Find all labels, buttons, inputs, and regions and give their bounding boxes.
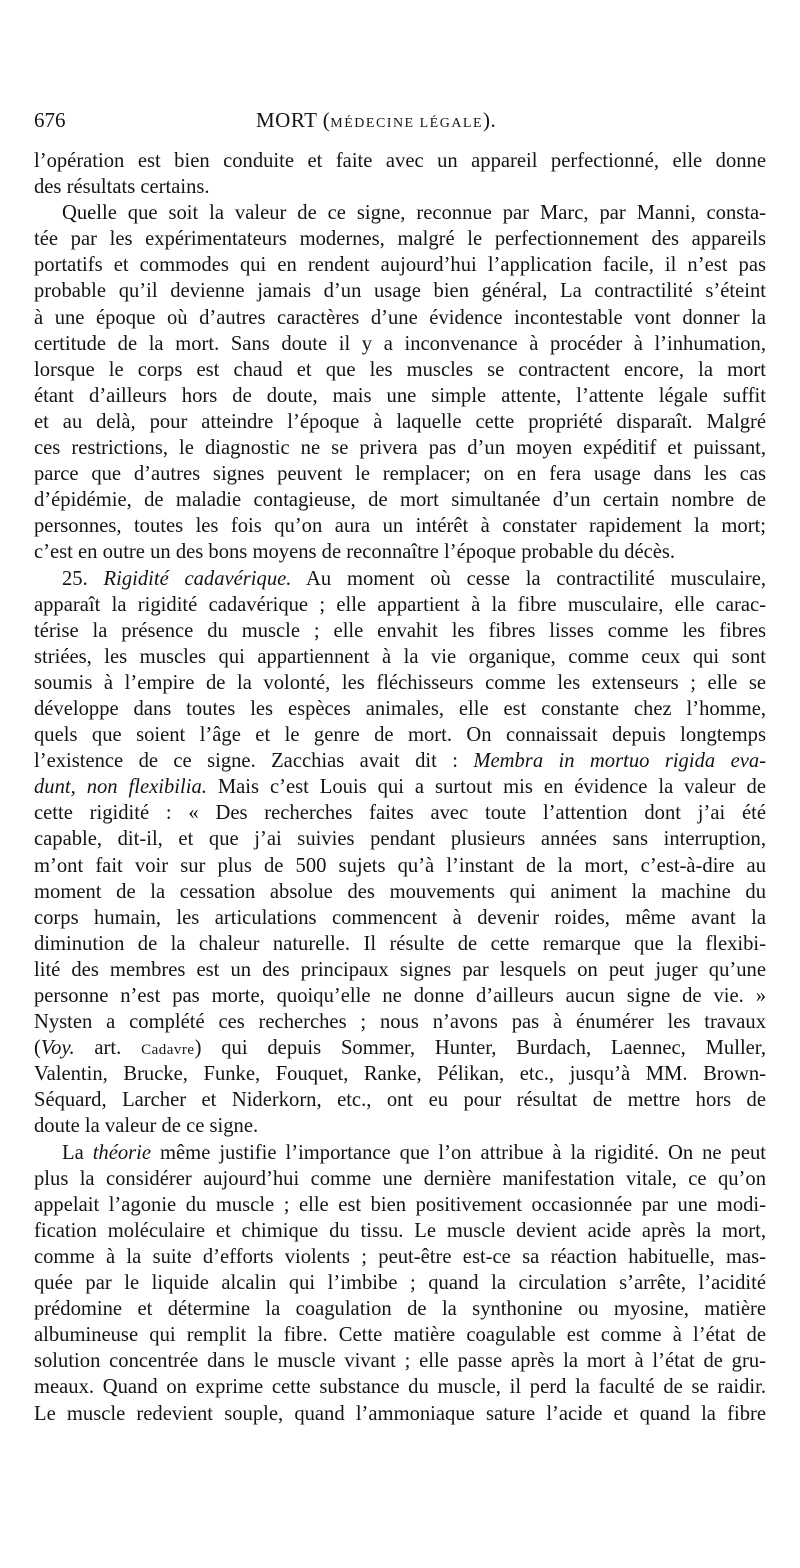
text-line: [34, 931, 766, 957]
text-line: [34, 174, 766, 200]
line-text: l’existence de ce signe. Zacchias avait dit :: [34, 750, 474, 773]
italic-text: dunt, non flexibilia.: [34, 776, 207, 799]
line-text: corps humain, les articulations commencent à devenir roides, même avant la: [34, 906, 766, 929]
line-text: térise la présence du muscle ; elle envahit les fibres lisses comme les fibres: [34, 619, 766, 642]
line-text: apparaît la rigidité cadavérique ; elle appartient à la fibre musculaire, elle carac-: [34, 593, 766, 616]
line-text: (: [34, 1037, 41, 1060]
line-text: l’opération est bien conduite et faite avec un appareil perfectionné, elle donne: [34, 150, 766, 172]
line-text: comme à la suite d’efforts violents ; peut-être est-ce sa réaction habituelle, mas-: [34, 1245, 766, 1268]
text-line: [34, 278, 766, 304]
line-text: Séquard, Larcher et Niderkorn, etc., ont eu pour résultat de mettre hors de: [34, 1089, 766, 1112]
text-line: [34, 226, 766, 252]
line-text: solution concentrée dans le muscle vivant ; elle passe après la mort à l’état de gru-: [34, 1350, 766, 1373]
text-line: [34, 1192, 766, 1218]
line-text: quée par le liquide alcalin qui l’imbibe ; quand la circulation s’arrête, l’acidité: [34, 1272, 766, 1295]
line-text: diminution de la chaleur naturelle. Il résulte de cette remarque que la flexibi-: [34, 932, 766, 955]
line-text: soumis à l’empire de la volonté, les fléchisseurs comme les extenseurs ; elle se: [34, 671, 766, 694]
line-text: probable qu’il devienne jamais d’un usage bien général, La contractilité s’éteint: [34, 280, 766, 303]
text-line: [34, 1113, 766, 1139]
line-text: Le muscle redevient souple, quand l’ammoniaque sature l’acide et quand la fibre: [34, 1402, 766, 1425]
text-line: [34, 461, 766, 487]
text-line: [34, 305, 766, 331]
text-line: [34, 722, 766, 748]
running-title-end: ).: [483, 108, 497, 132]
text-line: [34, 748, 766, 774]
line-text: même justifie l’importance que l’on attribue à la rigidité. On ne peut: [151, 1141, 766, 1164]
running-header: [34, 108, 774, 138]
body-text: [34, 148, 766, 1427]
text-line: [34, 539, 766, 565]
page-number: 676: [34, 108, 66, 132]
line-text: art.: [74, 1037, 142, 1060]
line-text: tée par les expérimentateurs modernes, malgré le perfectionnement des appareils: [34, 228, 766, 251]
line-text: lorsque le corps est chaud et que les muscles se contractent encore, la mort: [34, 358, 766, 381]
line-text: Quelle que soit la valeur de ce signe, reconnue par Marc, par Manni, consta-: [62, 202, 766, 225]
text-line: [34, 1296, 766, 1322]
text-line: [34, 644, 766, 670]
text-line: [34, 331, 766, 357]
text-line: [34, 1009, 766, 1035]
italic-text: théorie: [92, 1141, 152, 1164]
line-text: albumineuse qui remplit la fibre. Cette matière coagulable est comme à l’état de: [34, 1324, 766, 1347]
italic-text: Voy.: [40, 1037, 75, 1060]
text-line: [34, 1322, 766, 1348]
line-text: capable, dit-il, et que j’ai suivies pendant plusieurs années sans interruption,: [34, 828, 766, 851]
running-title-subject: MÉDECINE LÉGALE: [330, 116, 484, 131]
line-text: à une époque où d’autres caractères d’une évidence incontestable vont donner la: [34, 306, 766, 329]
text-line: [34, 1140, 766, 1166]
text-line: [34, 1270, 766, 1296]
text-line: [34, 1166, 766, 1192]
text-line: [34, 148, 766, 174]
line-text: meaux. Quand on exprime cette substance du muscle, il perd la faculté de se raidir.: [34, 1376, 766, 1399]
text-line: [34, 1218, 766, 1244]
line-text: 25.: [62, 567, 104, 590]
line-text: plus la considérer aujourd’hui comme une dernière manifestation vitale, ce qu’on: [34, 1167, 766, 1190]
text-line: [34, 905, 766, 931]
text-line: [34, 592, 766, 618]
line-text: m’ont fait voir sur plus de 500 sujets qu’à l’instant de la mort, c’est-à-dire au: [34, 854, 766, 877]
text-line: [34, 696, 766, 722]
line-text: Au moment où cesse la contractilité musculaire,: [291, 567, 767, 590]
line-text: lité des membres est un des principaux signes par lesquels on peut juger qu’une: [34, 958, 766, 981]
line-text: et au delà, pour atteindre l’époque à laquelle cette propriété disparaît. Malgré: [34, 410, 766, 433]
line-text: des résultats certains.: [34, 176, 210, 199]
text-line: [34, 879, 766, 905]
text-line: [34, 435, 766, 461]
running-title-main: MORT (: [256, 108, 331, 132]
text-line: [34, 1244, 766, 1270]
italic-text: Rigidité cadavérique.: [103, 567, 292, 590]
line-text: moment de la cessation absolue des mouvements qui animent la machine du: [34, 880, 766, 903]
text-line: [34, 1374, 766, 1400]
line-text: certitude de la mort. Sans doute il y a inconvenance à procéder à l’inhumation,: [34, 332, 766, 355]
line-text: parce que d’autres signes peuvent le remplacer; on en fera usage dans les cas: [34, 463, 766, 486]
text-line: [34, 957, 766, 983]
line-text: portatifs et commodes qui en rendent aujourd’hui l’application facile, il n’est pas: [34, 254, 766, 277]
text-line: [34, 1061, 766, 1087]
line-text: striées, les muscles qui appartiennent à la vie organique, comme ceux qui sont: [34, 645, 766, 668]
italic-text: Membra in mortuo rigida eva-: [473, 750, 766, 773]
text-line: [34, 487, 766, 513]
line-text: Valentin, Brucke, Funke, Fouquet, Ranke, Pélikan, etc., jusqu’à MM. Brown-: [34, 1063, 766, 1086]
line-text: ces restrictions, le diagnostic ne se privera pas d’un moyen expéditif et puissant,: [34, 437, 766, 460]
text-line: [34, 383, 766, 409]
text-line: [34, 409, 766, 435]
line-text: La: [62, 1141, 93, 1164]
text-line: [34, 566, 766, 592]
line-text: fication moléculaire et chimique du tissu. Le muscle devient acide après la mort,: [34, 1219, 766, 1242]
text-line: [34, 983, 766, 1009]
line-text: étant d’ailleurs hors de doute, mais une simple attente, l’attente légale suffit: [34, 384, 766, 407]
line-text: Mais c’est Louis qui a surtout mis en évidence la valeur de: [206, 776, 766, 799]
line-text: c’est en outre un des bons moyens de reconnaître l’époque probable du décès.: [34, 541, 676, 564]
smallcaps-text: Cadavre: [141, 1042, 195, 1059]
line-text: doute la valeur de ce signe.: [34, 1115, 259, 1138]
text-line: [34, 670, 766, 696]
line-text: cette rigidité : « Des recherches faites avec toute l’attention dont j’ai été: [34, 802, 766, 825]
line-text: appelait l’agonie du muscle ; elle est bien positivement occasionnée par une modi-: [34, 1193, 766, 1216]
text-line: [34, 1087, 766, 1113]
line-text: ) qui depuis Sommer, Hunter, Burdach, Laennec, Muller,: [194, 1037, 766, 1060]
text-line: [34, 200, 766, 226]
text-line: [34, 1348, 766, 1374]
text-line: [34, 853, 766, 879]
line-text: personnes, toutes les fois qu’on aura un intérêt à constater rapidement la mort;: [34, 515, 766, 538]
text-line: [34, 513, 766, 539]
line-text: d’épidémie, de maladie contagieuse, de mort simultanée d’un certain nombre de: [34, 489, 766, 512]
line-text: personne n’est pas morte, quoiqu’elle ne donne d’ailleurs aucun signe de vie. »: [34, 985, 766, 1007]
text-line: [34, 1401, 766, 1427]
text-line: [34, 774, 766, 800]
text-line: [34, 826, 766, 852]
text-line: [34, 618, 766, 644]
line-text: quels que soient l’âge et le genre de mort. On connaissait depuis longtemps: [34, 724, 766, 747]
text-line: [34, 252, 766, 278]
line-text: prédomine et détermine la coagulation de la synthonine ou myosine, matière: [34, 1298, 766, 1321]
line-text: Nysten a complété ces recherches ; nous n’avons pas à énumérer les travaux: [34, 1011, 766, 1034]
text-line: [34, 357, 766, 383]
running-title: [256, 108, 496, 133]
text-line: [34, 1035, 766, 1061]
text-line: [34, 800, 766, 826]
line-text: développe dans toutes les espèces animales, elle est constante chez l’homme,: [34, 697, 766, 720]
